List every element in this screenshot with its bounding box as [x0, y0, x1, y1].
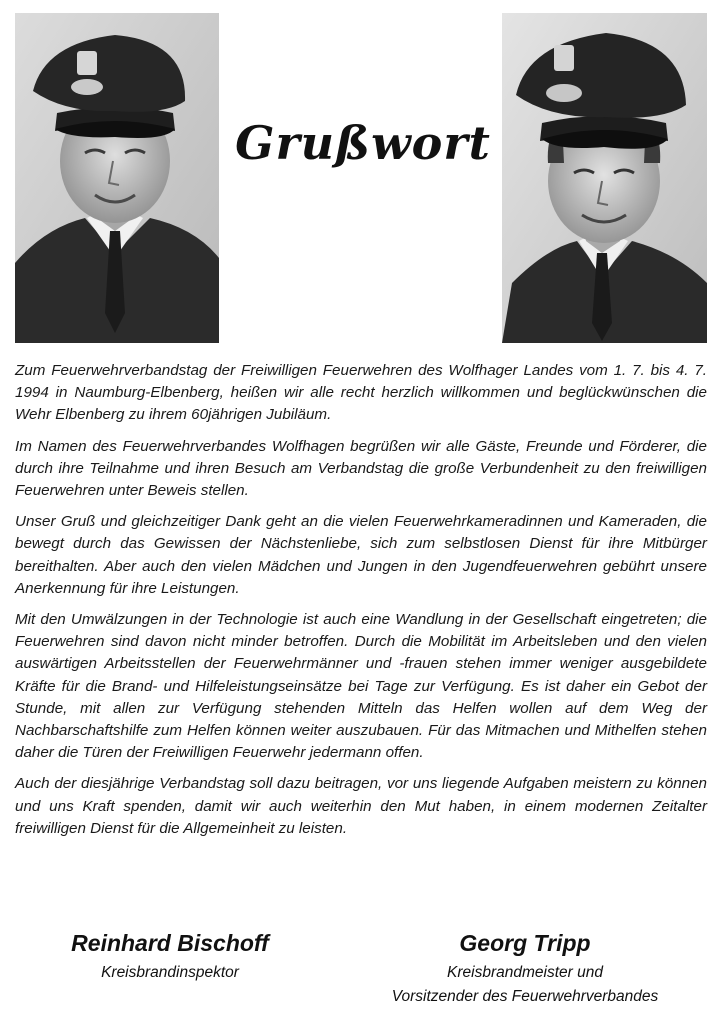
portrait-photo-right	[502, 13, 707, 343]
signer-role-right-line1: Kreisbrandmeister und	[447, 964, 603, 981]
greeting-text	[15, 360, 707, 849]
paragraph-1: Zum Feuerwehrverbandstag der Freiwilligen Feuerwehren des Wolfhager Landes vom 1. 7. bis 4. 7. 1994 in Naumburg-Elbenberg, heißen wir alle recht herzlich willkommen und beglückwünschen die Wehr Elbenberg zu ihrem 60jährigen Jubiläum.	[15, 362, 707, 424]
paragraph-5: Auch der diesjährige Verbandstag soll dazu beitragen, vor uns liegende Aufgaben meistern zu können und uns Kraft spenden, damit wir auch weiterhin den Mut haben, in einem modernen Zeitalter freiwilligen Dienst für die Allgemeinheit zu leisten.	[15, 775, 707, 837]
signer-role-right-line2: Vorsitzender des Feuerwehrverbandes	[391, 988, 659, 1005]
signature-right	[340, 928, 710, 1009]
signature-left	[30, 928, 310, 985]
paragraph-4: Mit den Umwälzungen in der Technologie ist auch eine Wandlung in der Gesellschaft eingetreten; die Feuerwehren sind davon nicht minder betroffen. Durch die Mobilität im Arbeitsleben und den vielen auswärtigen Arbeitsstellen der Feuerwehrmänner und -frauen stehen immer weniger ausgebildete Kräfte für die Brand- und Hilfeleistungseinsätze bei Tage zur Verfügung. Es ist daher ein Gebot der Stunde, mit allen zur Verfügung stehenden Mitteln das Helfen wollen auf dem Weg der Nachbarschaftshilfe zum Helfen können weiter auszubauen. Für das Mitmachen und Mithelfen stehen daher die Türen der Freiwilligen Feuerwehr jedermann offen.	[15, 611, 707, 762]
portrait-photo-left	[15, 13, 219, 343]
portrait-left-image	[15, 13, 219, 343]
signer-name-right: Georg Tripp	[459, 930, 591, 956]
portrait-right-image	[502, 13, 707, 343]
paragraph-2: Im Namen des Feuerwehrverbandes Wolfhagen begrüßen wir alle Gäste, Freunde und Förderer, die durch ihre Teilnahme und ihren Besuch am Verbandstag die große Verbundenheit zu den freiwilligen Feuerwehren unter Beweis stellen.	[15, 437, 707, 500]
signer-role-left: Kreisbrandinspektor	[101, 964, 239, 981]
paragraph-3: Unser Gruß und gleichzeitiger Dank geht an die vielen Feuerwehrkameradinnen und Kameraden, die bewegt durch das Gewissen der Nächstenliebe, sich zum selbstlosen Dienst für ihre Mitbürger bereithalten. Aber auch den vielen Mädchen und Jungen in den Jugendfeuerwehren gebührt unsere Anerkennung für ihre Leistungen.	[15, 513, 707, 597]
signer-name-left: Reinhard Bischoff	[71, 930, 269, 956]
page-title: Grußwort	[235, 116, 491, 170]
signer-role-right	[340, 961, 710, 1009]
